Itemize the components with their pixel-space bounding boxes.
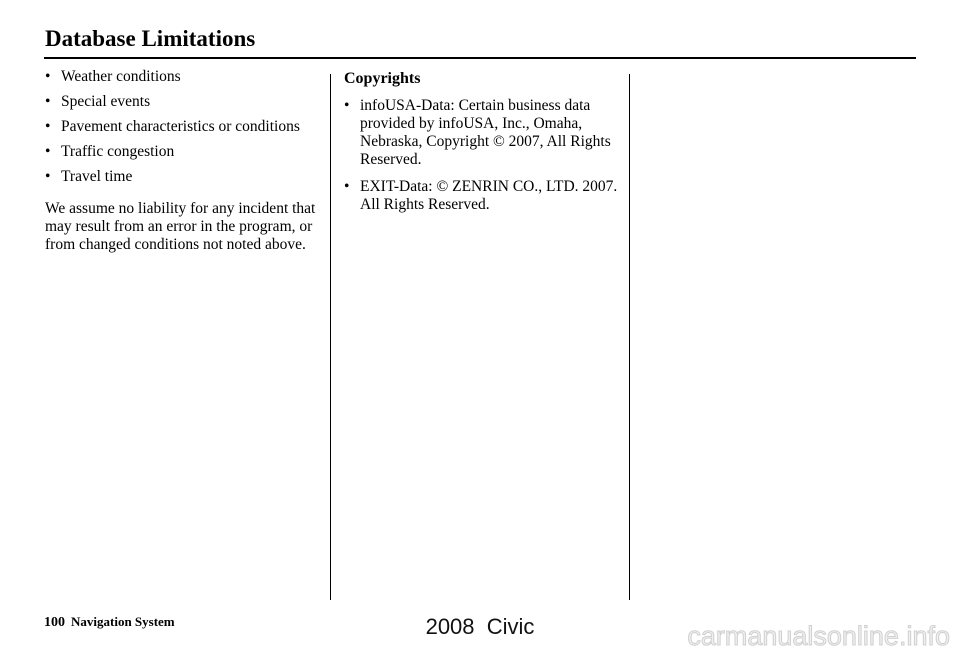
list-item-text: EXIT-Data: © ZENRIN CO., LTD. 2007. All Rights Reserved. (360, 178, 618, 213)
liability-paragraph: We assume no liability for any incident that may result from an error in the program, or from changed conditions not noted above. (45, 200, 316, 253)
list-item (45, 168, 327, 186)
middle-column (344, 68, 624, 223)
list-item (344, 97, 624, 169)
page-title: Database Limitations (45, 26, 256, 51)
list-item-text: Traffic congestion (61, 143, 175, 160)
list-item (45, 143, 327, 161)
bullet-icon: • (344, 178, 350, 195)
list-item-text: Weather conditions (61, 68, 181, 85)
footer-section-label: Navigation System (71, 614, 175, 629)
copyright-bullet-list (344, 97, 624, 214)
list-item-text: Special events (61, 93, 151, 110)
list-item (344, 178, 624, 214)
bullet-icon: • (344, 97, 350, 114)
page-number: 100 (44, 615, 65, 630)
bullet-icon: • (45, 68, 51, 85)
list-item-text: infoUSA-Data: Certain business data provided by infoUSA, Inc., Omaha, Nebraska, Copyright © 2007, All Rights Reserved. (360, 97, 611, 168)
bullet-icon: • (45, 143, 51, 160)
list-item-text: Pavement characteristics or conditions (61, 118, 300, 135)
left-column (45, 68, 327, 254)
bullet-icon: • (45, 93, 51, 110)
model-watermark: 2008 Civic (425, 614, 535, 639)
bullet-icon: • (45, 118, 51, 135)
list-item-text: Travel time (61, 168, 133, 185)
list-item (45, 68, 327, 86)
column-divider (629, 74, 630, 600)
bullet-icon: • (45, 168, 51, 185)
column-divider (330, 74, 331, 600)
list-item (45, 93, 327, 111)
copyrights-heading: Copyrights (344, 70, 421, 87)
list-item (45, 118, 327, 136)
site-watermark: carmanualsonline.info (687, 621, 950, 651)
left-bullet-list (45, 68, 327, 186)
title-rule (44, 57, 916, 59)
